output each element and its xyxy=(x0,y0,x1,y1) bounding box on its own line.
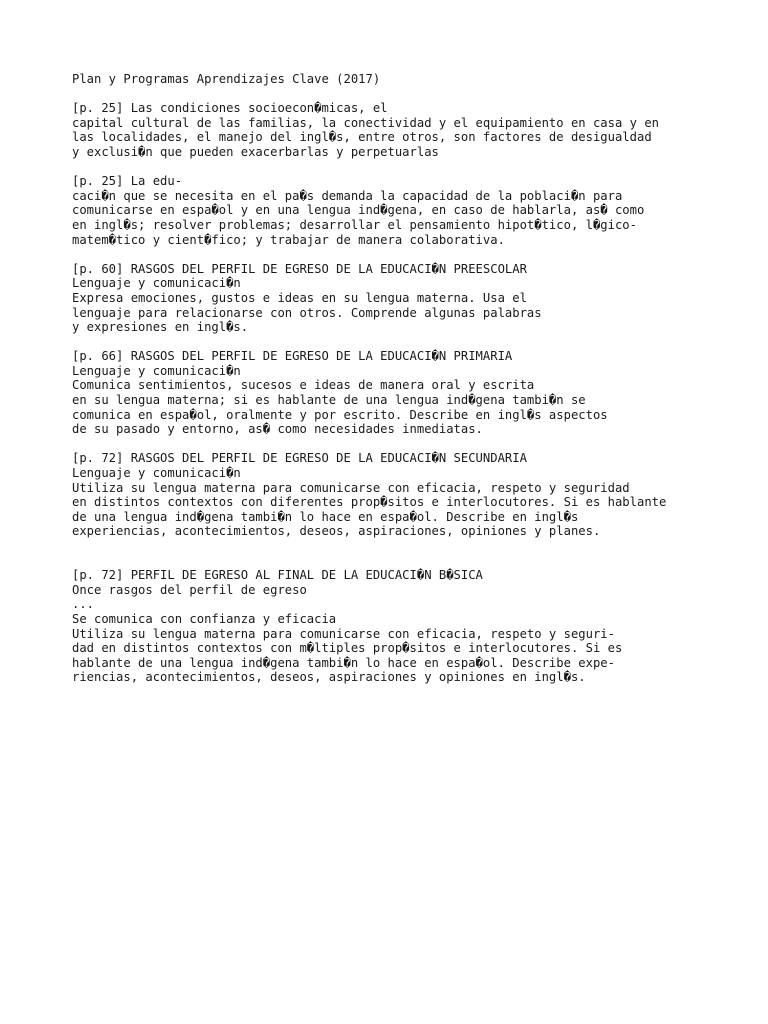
document-title: Plan y Programas Aprendizajes Clave (2017) xyxy=(72,72,381,86)
section-heading: [p. 72] PERFIL DE EGRESO AL FINAL DE LA EDUCACI�N B�SICA xyxy=(72,568,483,583)
text-line: Utiliza su lengua materna para comunicarse con eficacia, respeto y seguridad xyxy=(72,480,630,495)
text-line: dad en distintos contextos con m�ltiples prop�sitos e interlocutores. Si es xyxy=(72,641,623,656)
text-line: de su pasado y entorno, as� como necesidades inmediatas. xyxy=(72,422,483,437)
section-subheading: Lenguaje y comunicaci�n xyxy=(72,363,241,378)
text-line: comunica en espa�ol, oralmente y por escrito. Describe en ingl�s aspectos xyxy=(72,407,608,422)
text-line: Expresa emociones, gustos e ideas en su lengua materna. Usa el xyxy=(72,290,527,305)
excerpt-p72-secundaria xyxy=(72,451,712,539)
text-line: y exclusi�n que pueden exacerbarlas y perpetuarlas xyxy=(72,144,439,159)
text-line: comunicarse en espa�ol y en una lengua ind�gena, en caso de hablarla, as� como xyxy=(72,203,645,218)
text-line: de una lengua ind�gena tambi�n lo hace en espa�ol. Describe en ingl�s xyxy=(72,509,579,524)
section-subheading: Se comunica con confianza y eficacia xyxy=(72,611,337,626)
text-line: capital cultural de las familias, la conectividad y el equipamiento en casa y en xyxy=(72,115,659,130)
text-line: matem�tico y cient�fico; y trabajar de manera colaborativa. xyxy=(72,232,505,247)
ellipsis: ... xyxy=(72,597,95,612)
section-subheading: Lenguaje y comunicaci�n xyxy=(72,276,241,291)
text-line: lenguaje para relacionarse con otros. Comprende algunas palabras xyxy=(72,305,542,320)
spacer xyxy=(72,539,712,568)
spacer xyxy=(72,437,712,452)
spacer xyxy=(72,335,712,350)
text-line: en su lengua materna; si es hablante de una lengua ind�gena tambi�n se xyxy=(72,393,586,408)
text-line: [p. 25] La edu- xyxy=(72,174,183,189)
excerpt-p72-basica xyxy=(72,568,712,685)
text-line: [p. 25] Las condiciones socioecon�micas, el xyxy=(72,101,388,116)
text-line: las localidades, el manejo del ingl�s, entre otros, son factores de desigualdad xyxy=(72,130,652,145)
spacer xyxy=(72,160,712,175)
excerpt-p60-preescolar xyxy=(72,262,712,335)
section-heading: [p. 60] RASGOS DEL PERFIL DE EGRESO DE LA EDUCACI�N PREESCOLAR xyxy=(72,261,527,276)
text-line: Utiliza su lengua materna para comunicarse con eficacia, respeto y seguri- xyxy=(72,626,615,641)
text-line: hablante de una lengua ind�gena tambi�n lo hace en espa�ol. Describe expe- xyxy=(72,655,615,670)
text-line: experiencias, acontecimientos, deseos, aspiraciones, opiniones y planes. xyxy=(72,524,601,539)
section-subheading: Lenguaje y comunicaci�n xyxy=(72,466,241,481)
text-line: caci�n que se necesita en el pa�s demanda la capacidad de la poblaci�n para xyxy=(72,188,623,203)
text-line: y expresiones en ingl�s. xyxy=(72,320,249,335)
excerpt-p66-primaria xyxy=(72,349,712,437)
document-page xyxy=(72,72,712,685)
text-line: Comunica sentimientos, sucesos e ideas de manera oral y escrita xyxy=(72,378,535,393)
section-heading: [p. 66] RASGOS DEL PERFIL DE EGRESO DE LA EDUCACI�N PRIMARIA xyxy=(72,349,513,364)
spacer xyxy=(72,87,712,102)
excerpt-p25-education xyxy=(72,174,712,247)
text-line: riencias, acontecimientos, deseos, aspiraciones y opiniones en ingl�s. xyxy=(72,670,586,685)
section-heading: [p. 72] RASGOS DEL PERFIL DE EGRESO DE LA EDUCACI�N SECUNDARIA xyxy=(72,451,527,466)
text-line: en distintos contextos con diferentes prop�sitos e interlocutores. Si es hablante xyxy=(72,495,667,510)
excerpt-p25-conditions xyxy=(72,101,712,159)
spacer xyxy=(72,247,712,262)
text-line: en ingl�s; resolver problemas; desarrollar el pensamiento hipot�tico, l�gico- xyxy=(72,217,637,232)
section-subheading: Once rasgos del perfil de egreso xyxy=(72,582,307,597)
